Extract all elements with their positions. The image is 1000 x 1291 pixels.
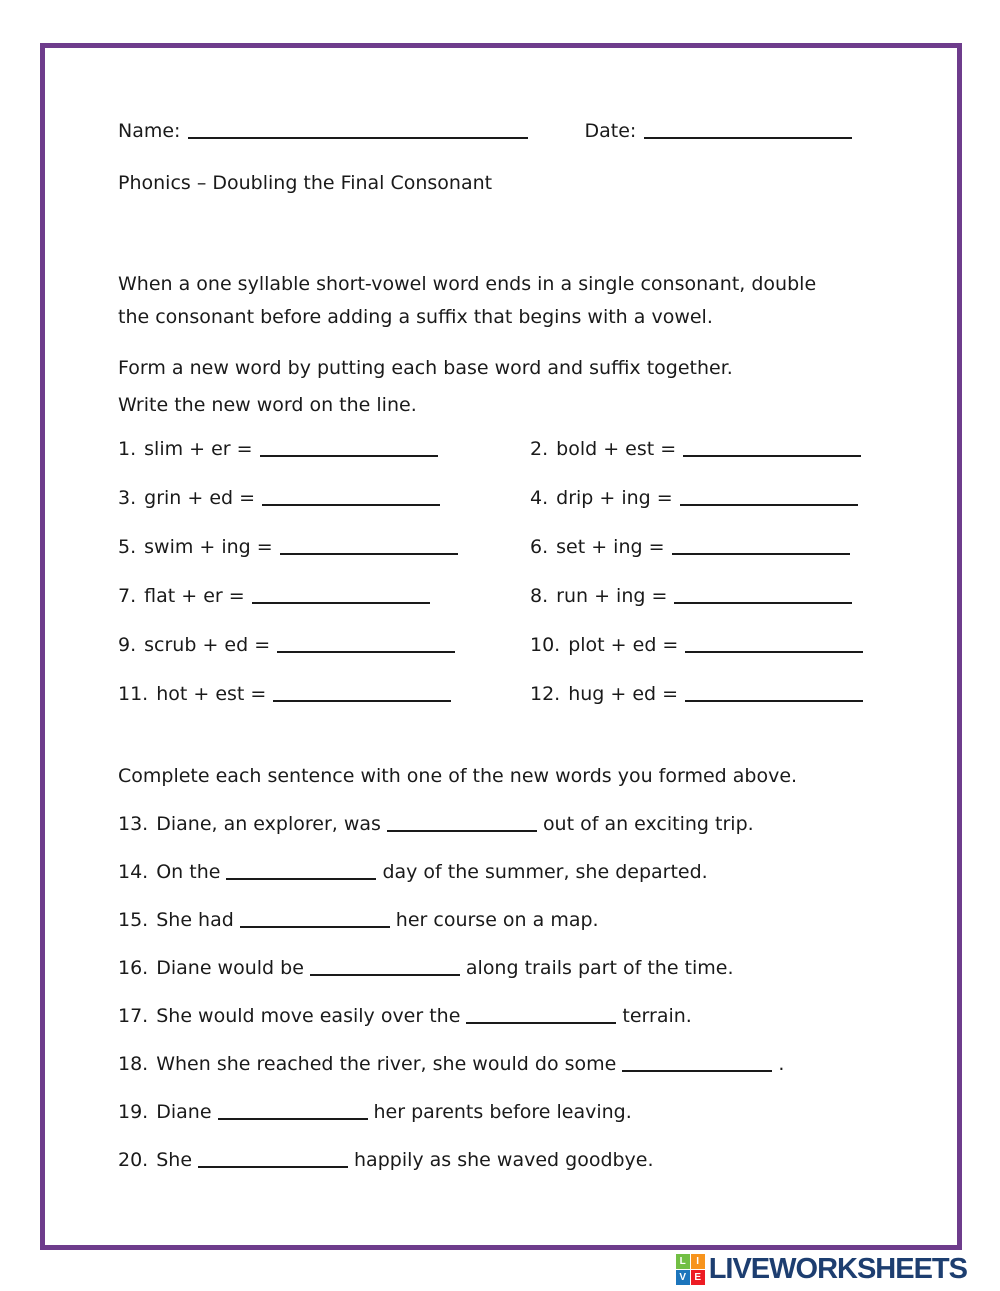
section1-instruction-line-1: Form a new word by putting each base word and suffix together. bbox=[118, 357, 733, 379]
worksheet-title: Phonics – Doubling the Final Consonant bbox=[118, 172, 493, 194]
word-item-9 bbox=[118, 632, 530, 658]
word-item-12 bbox=[530, 681, 921, 707]
item-expression: bold + est = bbox=[556, 438, 677, 460]
answer-blank-14[interactable] bbox=[226, 863, 376, 880]
answer-blank-18[interactable] bbox=[622, 1055, 772, 1072]
answer-blank-1[interactable] bbox=[260, 440, 438, 457]
sentence-item-20 bbox=[118, 1147, 921, 1173]
answer-blank-2[interactable] bbox=[683, 440, 861, 457]
sentence-pre-text: Diane, an explorer, was bbox=[156, 813, 381, 835]
item-number: 13. bbox=[118, 813, 149, 835]
item-expression: slim + er = bbox=[144, 438, 253, 460]
word-item-6 bbox=[530, 534, 921, 560]
item-number: 9. bbox=[118, 634, 137, 656]
word-item-10 bbox=[530, 632, 921, 658]
sentence-post-text: . bbox=[778, 1053, 785, 1075]
date-label: Date: bbox=[584, 120, 637, 142]
item-expression: run + ing = bbox=[556, 585, 668, 607]
item-expression: hug + ed = bbox=[568, 683, 679, 705]
sentence-pre-text: She bbox=[156, 1149, 193, 1171]
item-number: 18. bbox=[118, 1053, 149, 1075]
item-number: 11. bbox=[118, 683, 149, 705]
sentence-item-13 bbox=[118, 811, 921, 837]
answer-blank-8[interactable] bbox=[674, 587, 852, 604]
answer-blank-10[interactable] bbox=[685, 636, 863, 653]
worksheet-border-frame bbox=[40, 43, 962, 1250]
item-number: 10. bbox=[530, 634, 561, 656]
answer-blank-7[interactable] bbox=[252, 587, 430, 604]
item-number: 14. bbox=[118, 861, 149, 883]
sentence-pre-text: Diane would be bbox=[156, 957, 304, 979]
item-number: 6. bbox=[530, 536, 549, 558]
word-item-5 bbox=[118, 534, 530, 560]
item-number: 8. bbox=[530, 585, 549, 607]
sentence-item-15 bbox=[118, 907, 921, 933]
liveworksheets-grid-icon bbox=[676, 1254, 705, 1285]
answer-blank-11[interactable] bbox=[273, 685, 451, 702]
answer-blank-4[interactable] bbox=[680, 489, 858, 506]
item-number: 2. bbox=[530, 438, 549, 460]
word-item-11 bbox=[118, 681, 530, 707]
item-number: 17. bbox=[118, 1005, 149, 1027]
item-number: 20. bbox=[118, 1149, 149, 1171]
answer-blank-13[interactable] bbox=[387, 815, 537, 832]
sentence-post-text: happily as she waved goodbye. bbox=[354, 1149, 654, 1171]
item-expression: grin + ed = bbox=[144, 487, 256, 509]
section1-instruction-line-2: Write the new word on the line. bbox=[118, 394, 417, 416]
sentence-post-text: her parents before leaving. bbox=[373, 1101, 632, 1123]
answer-blank-5[interactable] bbox=[280, 538, 458, 555]
sentence-post-text: out of an exciting trip. bbox=[542, 813, 754, 835]
item-expression: scrub + ed = bbox=[144, 634, 271, 656]
answer-blank-19[interactable] bbox=[218, 1103, 368, 1120]
item-number: 7. bbox=[118, 585, 137, 607]
answer-blank-9[interactable] bbox=[277, 636, 455, 653]
section1-instructions bbox=[118, 350, 921, 424]
word-item-7 bbox=[118, 583, 530, 609]
word-item-8 bbox=[530, 583, 921, 609]
word-item-1 bbox=[118, 436, 530, 462]
item-expression: swim + ing = bbox=[144, 536, 273, 558]
sentence-post-text: her course on a map. bbox=[395, 909, 599, 931]
item-number: 19. bbox=[118, 1101, 149, 1123]
word-item-4 bbox=[530, 485, 921, 511]
item-expression: hot + est = bbox=[156, 683, 267, 705]
sentence-post-text: terrain. bbox=[622, 1005, 692, 1027]
name-answer-blank[interactable] bbox=[188, 122, 528, 139]
rule-paragraph bbox=[118, 268, 921, 334]
section2-instruction: Complete each sentence with one of the new words you formed above. bbox=[118, 765, 798, 787]
item-expression: flat + er = bbox=[144, 585, 245, 607]
sentence-pre-text: Diane bbox=[156, 1101, 212, 1123]
answer-blank-16[interactable] bbox=[310, 959, 460, 976]
item-expression: set + ing = bbox=[556, 536, 665, 558]
liveworksheets-logo[interactable] bbox=[676, 1253, 967, 1286]
sentence-pre-text: On the bbox=[156, 861, 221, 883]
logo-square-v: V bbox=[676, 1270, 690, 1285]
sentence-pre-text: She had bbox=[156, 909, 234, 931]
answer-blank-20[interactable] bbox=[198, 1151, 348, 1168]
item-number: 4. bbox=[530, 487, 549, 509]
sentence-item-14 bbox=[118, 859, 921, 885]
word-building-grid bbox=[118, 436, 921, 707]
word-item-3 bbox=[118, 485, 530, 511]
logo-square-e: E bbox=[691, 1270, 705, 1285]
answer-blank-15[interactable] bbox=[240, 911, 390, 928]
sentence-item-18 bbox=[118, 1051, 921, 1077]
word-item-2 bbox=[530, 436, 921, 462]
item-expression: plot + ed = bbox=[568, 634, 679, 656]
date-answer-blank[interactable] bbox=[644, 122, 852, 139]
item-number: 16. bbox=[118, 957, 149, 979]
answer-blank-17[interactable] bbox=[466, 1007, 616, 1024]
sentence-post-text: along trails part of the time. bbox=[465, 957, 734, 979]
sentence-pre-text: She would move easily over the bbox=[156, 1005, 461, 1027]
item-number: 1. bbox=[118, 438, 137, 460]
item-number: 15. bbox=[118, 909, 149, 931]
item-number: 5. bbox=[118, 536, 137, 558]
answer-blank-12[interactable] bbox=[685, 685, 863, 702]
answer-blank-6[interactable] bbox=[672, 538, 850, 555]
liveworksheets-wordmark: LIVEWORKSHEETS bbox=[708, 1253, 967, 1285]
rule-line-1: When a one syllable short-vowel word ends in a single consonant, double bbox=[118, 273, 817, 295]
sentence-pre-text: When she reached the river, she would do some bbox=[156, 1053, 617, 1075]
answer-blank-3[interactable] bbox=[262, 489, 440, 506]
sentence-post-text: day of the summer, she departed. bbox=[382, 861, 708, 883]
item-number: 3. bbox=[118, 487, 137, 509]
worksheet-content bbox=[45, 48, 957, 1173]
item-expression: drip + ing = bbox=[556, 487, 673, 509]
logo-square-i: I bbox=[691, 1254, 705, 1269]
rule-line-2: the consonant before adding a suffix that begins with a vowel. bbox=[118, 306, 713, 328]
sentence-item-16 bbox=[118, 955, 921, 981]
sentence-item-17 bbox=[118, 1003, 921, 1029]
logo-square-l: L bbox=[676, 1254, 690, 1269]
item-number: 12. bbox=[530, 683, 561, 705]
name-label: Name: bbox=[118, 120, 181, 142]
name-date-row bbox=[118, 118, 921, 144]
sentence-item-19 bbox=[118, 1099, 921, 1125]
